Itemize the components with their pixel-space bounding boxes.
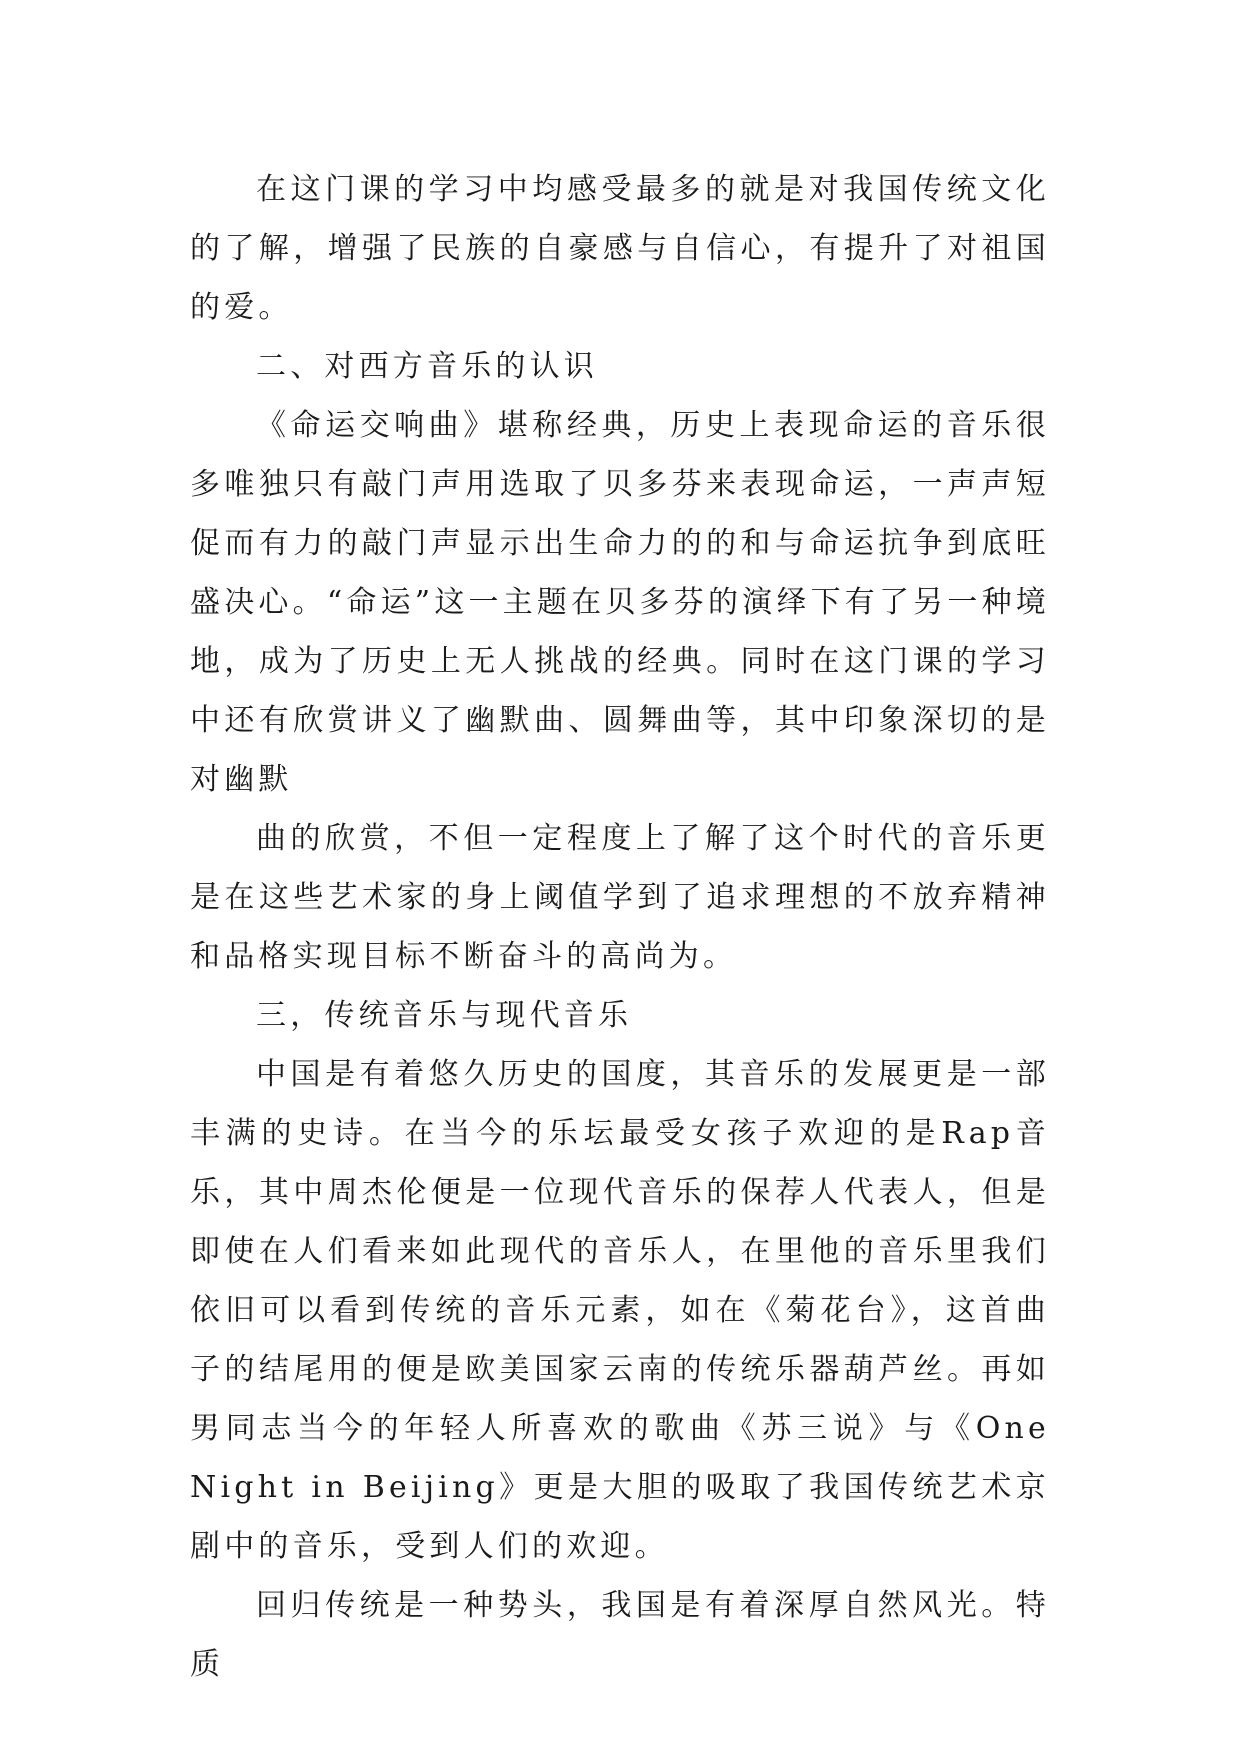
document-body: [190, 160, 1050, 1694]
section-heading-traditional-modern: 三，传统音乐与现代音乐: [256, 998, 633, 1033]
paragraph-fate-symphony: 《命运交响曲》堪称经典，历史上表现命运的音乐很多唯独只有敲门声用选取了贝多芬来表现命运，一声声短促而有力的敲门声显示出生命力的的和与命运抗争到底旺盛决心。“命运”这一主题在贝多芬的演绎下有了另一种境地，成为了历史上无人挑战的经典。同时在这门课的学习中还有欣赏讲义了幽默曲、圆舞曲等，其中印象深切的是对幽默: [190, 408, 1050, 797]
paragraph-humoresque-appreciation: 曲的欣赏，不但一定程度上了解了这个时代的音乐更是在这些艺术家的身上阈值学到了追求理想的不放弃精神和品格实现目标不断奋斗的高尚为。: [190, 821, 1050, 974]
paragraph-chinese-music-history: 中国是有着悠久历史的国度，其音乐的发展更是一部丰满的史诗。在当今的乐坛最受女孩子欢迎的是Rap音乐，其中周杰伦便是一位现代音乐的保荐人代表人，但是即使在人们看来如此现代的音乐人，在里他的音乐里我们依旧可以看到传统的音乐元素，如在《菊花台》，这首曲子的结尾用的便是欧美国家云南的传统乐器葫芦丝。再如男同志当今的年轻人所喜欢的歌曲《苏三说》与《One Night in Beijing》更是大胆的吸取了我国传统艺术京剧中的音乐，受到人们的欢迎。: [190, 1057, 1050, 1564]
paragraph-return-to-tradition: 回归传统是一种势头，我国是有着深厚自然风光。特质: [190, 1588, 1050, 1682]
section-heading-western-music: 二、对西方音乐的认识: [256, 349, 598, 384]
paragraph-traditional-culture: 在这门课的学习中均感受最多的就是对我国传统文化的了解，增强了民族的自豪感与自信心，有提升了对祖国的爱。: [190, 172, 1050, 325]
